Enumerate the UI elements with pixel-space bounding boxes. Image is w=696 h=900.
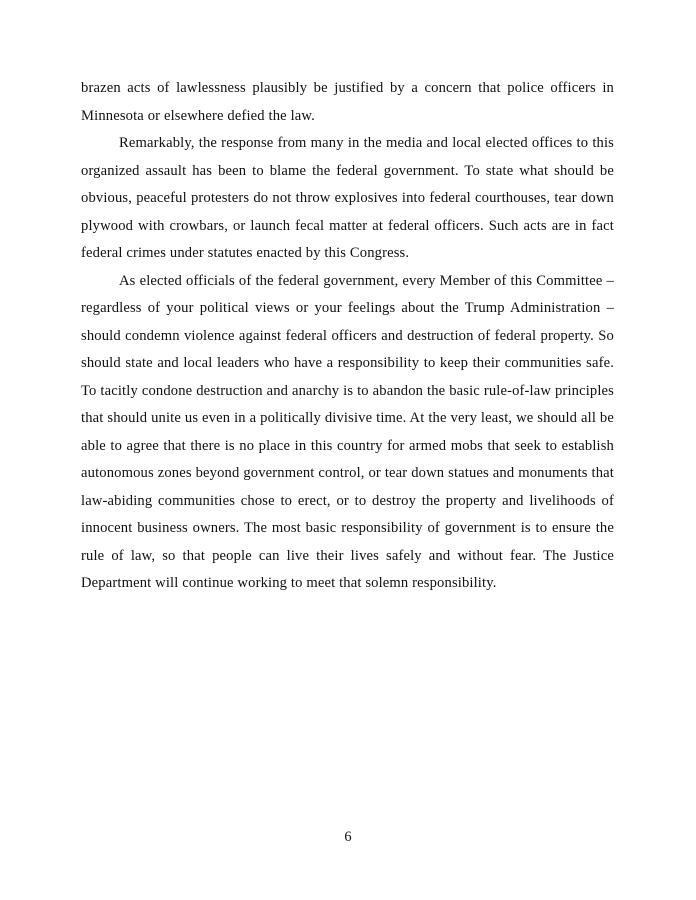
paragraph-remarkably: Remarkably, the response from many in the media and local elected offices to this organized assault has been to blame the federal government. To state what should be obvious, peaceful protesters do not throw explosives into federal courthouses, tear down plywood with crowbars, or launch fecal matter at federal officers. Such acts are in fact federal crimes under statutes enacted by this Congress. bbox=[81, 135, 614, 261]
paragraph-elected-officials: As elected officials of the federal government, every Member of this Committee – regardless of your political views or your feelings about the Trump Administration – should condemn violence against federal officers and destruction of federal property. So should state and local leaders who have a responsibility to keep their communities safe. To tacitly condone destruction and anarchy is to abandon the basic rule-of-law principles that should unite us even in a politically divisive time. At the very least, we should all be able to agree that there is no place in this country for armed mobs that seek to establish autonomous zones beyond government control, or tear down statues and monuments that law-abiding communities chose to erect, or to destroy the property and livelihoods of innocent business owners. The most basic responsibility of government is to ensure the rule of law, so that people can live their lives safely and without fear. The Justice Department will continue working to meet that solemn responsibility. bbox=[81, 272, 614, 591]
page-number: 6 bbox=[344, 829, 352, 845]
document-body bbox=[81, 75, 614, 598]
paragraph-continuation: brazen acts of lawlessness plausibly be justified by a concern that police officers in Minnesota or elsewhere defied the law. bbox=[81, 80, 614, 124]
